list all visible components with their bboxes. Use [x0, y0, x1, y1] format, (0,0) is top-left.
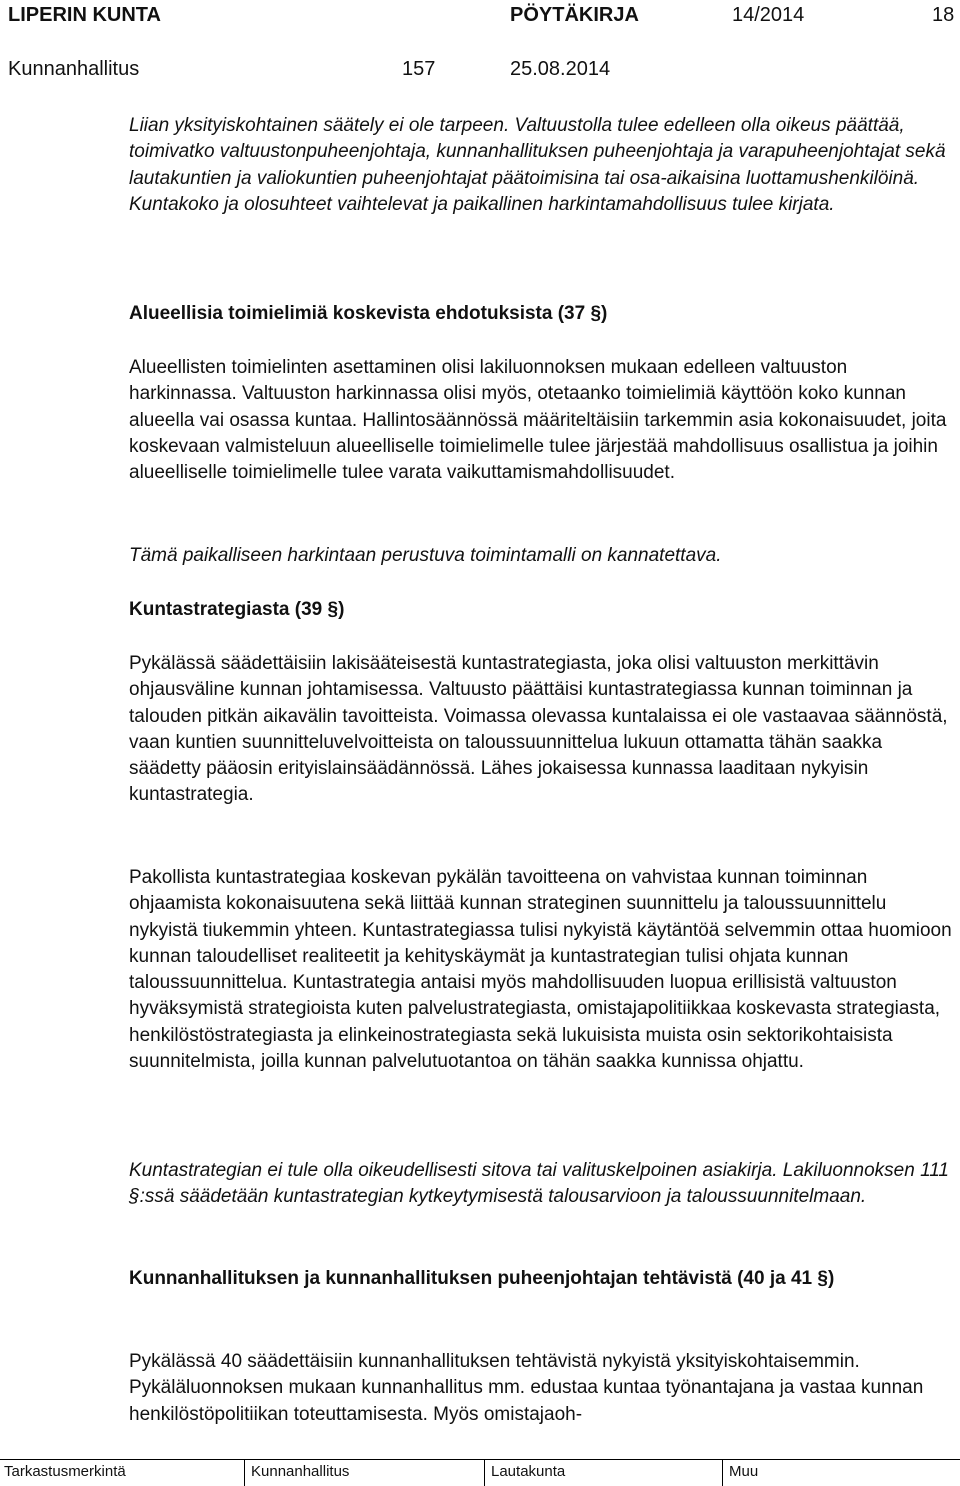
- heading-board-duties: Kunnanhallituksen ja kunnanhallituksen puheenjohtajan tehtävistä (40 ja 41 §): [129, 1268, 835, 1289]
- paragraph-strategy-binding: Kuntastrategian ei tule olla oikeudellisesti sitova tai valituskelpoinen asiakirja. Lakiluonnoksen 111 §:ssä säädetään kuntastrategian kytkeytymisestä talousarvioon ja taloussuunnitelmaan.: [129, 1160, 949, 1208]
- meeting-date: 25.08.2014: [510, 58, 611, 80]
- footer-review-mark: Tarkastusmerkintä: [4, 1463, 126, 1480]
- municipality-name: LIPERIN KUNTA: [8, 4, 161, 26]
- paragraph-strategy-goal: Pakollista kuntastrategiaa koskevan pykälän tavoitteena on vahvistaa kunnan toiminnan ohjaamista kokonaisuutena sekä liittää kunnan strateginen suunnittelu ja taloussuunnittelu nykyistä tiukemmin yhteen. Kuntastrategiassa tulisi nykyistä käytäntöä selvemmin ottaa huomioon kunnan taloudelliset realiteetit ja kehityskäymät ja kuntastrategian tulisi ohjata kunnan taloussuunnittelua. Kuntastrategia antaisi myös mahdollisuuden luopua erillisistä valtuuston hyväksymistä strategioista kuten palvelustrategiasta, omistajapolitiikkaa koskevasta strategiasta, henkilöstöstrategiasta ja elinkeinostrategiasta sekä lukuisista muista osin sektorikohtaisista suunnitelmista, joilla kunnan palvelutuotantoa on tähän saakka kunnissa ohjattu.: [129, 867, 952, 1073]
- heading-municipal-strategy: Kuntastrategiasta (39 §): [129, 599, 345, 620]
- paragraph-strategy-provision: Pykälässä säädettäisiin lakisääteisestä kuntastrategiasta, joka olisi valtuuston merkittävin ohjausväline kunnan johtamisessa. Valtuusto päättäisi kuntastrategiassa kunnan toiminnan ja talouden pitkän aikavälin tavoitteista. Voimassa olevassa kuntalaissa ei ole vastaavaa säännöstä, vaan kuntien suunnitteluvelvoitteista on taloussuunnittelua lukuun ottamatta tähän saakka säädetty pääosin erityislainsäädännössä. Lähes jokaisessa kunnassa laaditaan nykyisin kuntastrategia.: [129, 653, 948, 806]
- footer-board: Kunnanhallitus: [244, 1460, 484, 1486]
- paragraph-regional-model: Tämä paikalliseen harkintaan perustuva toimintamalli on kannatettava.: [129, 545, 722, 566]
- paragraph-regional-bodies: Alueellisten toimielinten asettaminen olisi lakiluonnoksen mukaan edelleen valtuuston harkinnassa. Valtuuston harkinnassa olisi myös, otetaanko toimielimiä käyttöön koko kunnan alueella vai osassa kuntaa. Hallintosäännössä määriteltäisiin tarkemmin asia kokonaisuudet, joita koskevaan valmisteluun alueelliselle toimielimelle tulee järjestää mahdollisuus osallistua ja joihin alueelliselle toimielimelle tulee varata vaikuttamismahdollisuudet.: [129, 357, 947, 484]
- heading-regional-bodies: Alueellisia toimielimiä koskevista ehdotuksista (37 §): [129, 303, 608, 324]
- document-number: 14/2014: [732, 4, 805, 26]
- page-number: 18: [932, 4, 955, 26]
- footer-committee: Lautakunta: [484, 1460, 722, 1486]
- document-type: PÖYTÄKIRJA: [510, 4, 639, 26]
- review-footer: [0, 1459, 960, 1486]
- paragraph-board-duties: Pykälässä 40 säädettäisiin kunnanhallituksen tehtävistä nykyistä yksityiskohtaisemmin. Pykäläluonnoksen mukaan kunnanhallitus mm. edustaa kuntaa työnantajana ja vastaa kunnan henkilöstöpolitiikan toteuttamisesta. Myös omistajaoh-: [129, 1351, 924, 1425]
- section-number: 157: [402, 58, 436, 80]
- meeting-body: Kunnanhallitus: [8, 58, 140, 80]
- paragraph-regulation: Liian yksityiskohtainen säätely ei ole tarpeen. Valtuustolla tulee edelleen olla oikeus päättää, toimivatko valtuustonpuheenjohtaja, kunnanhallituksen puheenjohtaja ja varapuheenjohtajat sekä lautakuntien ja valiokuntien puheenjohtajat päätoimisina tai osa-aikaisina luottamushenkilöinä. Kuntakoko ja olosuhteet vaihtelevat ja paikallinen harkintamahdollisuus tulee kirjata.: [129, 115, 946, 215]
- footer-other: Muu: [722, 1460, 960, 1486]
